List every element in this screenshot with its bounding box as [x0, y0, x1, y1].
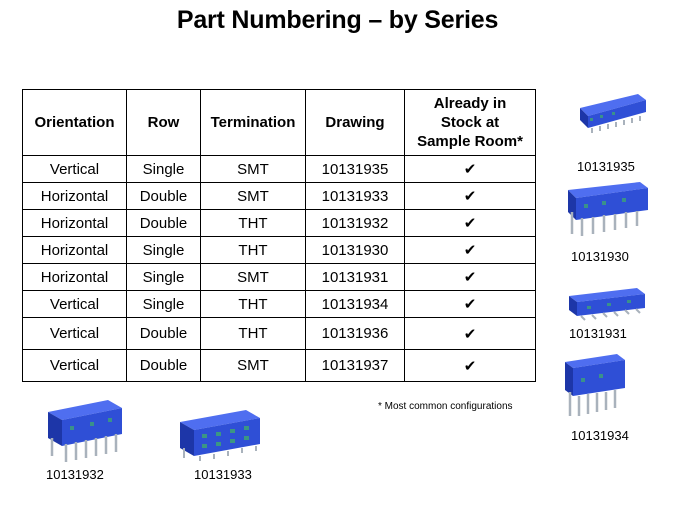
header-row: Row: [127, 90, 201, 156]
header-drawing: Drawing: [306, 90, 405, 156]
cell-orientation: Horizontal: [23, 237, 127, 264]
cell-drawing: 10131932: [306, 210, 405, 237]
cell-row: Single: [127, 264, 201, 291]
connector-10131931-image: [563, 284, 651, 324]
cell-drawing: 10131934: [306, 291, 405, 318]
part-label-10131932: 10131932: [46, 467, 104, 482]
check-icon: ✔: [405, 264, 536, 291]
cell-termination: SMT: [201, 183, 306, 210]
cell-orientation: Horizontal: [23, 183, 127, 210]
footnote: * Most common configurations: [378, 401, 513, 412]
table-row: [23, 237, 536, 264]
check-icon: ✔: [405, 183, 536, 210]
cell-row: Double: [127, 183, 201, 210]
cell-row: Double: [127, 350, 201, 382]
cell-drawing: 10131935: [306, 156, 405, 183]
cell-row: Single: [127, 237, 201, 264]
cell-termination: THT: [201, 318, 306, 350]
header-orientation: Orientation: [23, 90, 127, 156]
header-termination: Termination: [201, 90, 306, 156]
part-numbering-table: [22, 89, 536, 382]
page-title: Part Numbering – by Series: [176, 6, 499, 34]
check-icon: ✔: [405, 350, 536, 382]
cell-drawing: 10131937: [306, 350, 405, 382]
cell-orientation: Horizontal: [23, 210, 127, 237]
cell-termination: THT: [201, 291, 306, 318]
cell-drawing: 10131936: [306, 318, 405, 350]
cell-termination: SMT: [201, 264, 306, 291]
table-row: [23, 350, 536, 382]
connector-10131935-image: [570, 88, 650, 136]
cell-drawing: 10131930: [306, 237, 405, 264]
cell-row: Single: [127, 156, 201, 183]
check-icon: ✔: [405, 318, 536, 350]
connector-10131932-image: [44, 398, 134, 464]
cell-drawing: 10131931: [306, 264, 405, 291]
connector-10131934-image: [561, 352, 633, 420]
check-icon: ✔: [405, 156, 536, 183]
cell-termination: THT: [201, 210, 306, 237]
cell-orientation: Vertical: [23, 291, 127, 318]
table-row: [23, 264, 536, 291]
table-row: [23, 210, 536, 237]
cell-termination: THT: [201, 237, 306, 264]
part-label-10131934: 10131934: [571, 428, 629, 443]
cell-termination: SMT: [201, 156, 306, 183]
cell-orientation: Vertical: [23, 350, 127, 382]
cell-orientation: Vertical: [23, 156, 127, 183]
part-label-10131931: 10131931: [569, 326, 627, 341]
cell-orientation: Horizontal: [23, 264, 127, 291]
part-label-10131935: 10131935: [577, 159, 635, 174]
connector-10131930-image: [562, 176, 654, 238]
part-label-10131933: 10131933: [194, 467, 252, 482]
check-icon: ✔: [405, 210, 536, 237]
table-row: [23, 183, 536, 210]
table-row: [23, 156, 536, 183]
cell-drawing: 10131933: [306, 183, 405, 210]
header-in-stock: Already in Stock at Sample Room*: [405, 90, 536, 156]
connector-10131933-image: [176, 406, 266, 462]
cell-row: Double: [127, 210, 201, 237]
table-row: [23, 291, 536, 318]
cell-orientation: Vertical: [23, 318, 127, 350]
cell-row: Double: [127, 318, 201, 350]
cell-termination: SMT: [201, 350, 306, 382]
cell-row: Single: [127, 291, 201, 318]
check-icon: ✔: [405, 237, 536, 264]
table-row: [23, 318, 536, 350]
part-label-10131930: 10131930: [571, 249, 629, 264]
check-icon: ✔: [405, 291, 536, 318]
table-header-row: [23, 90, 536, 156]
